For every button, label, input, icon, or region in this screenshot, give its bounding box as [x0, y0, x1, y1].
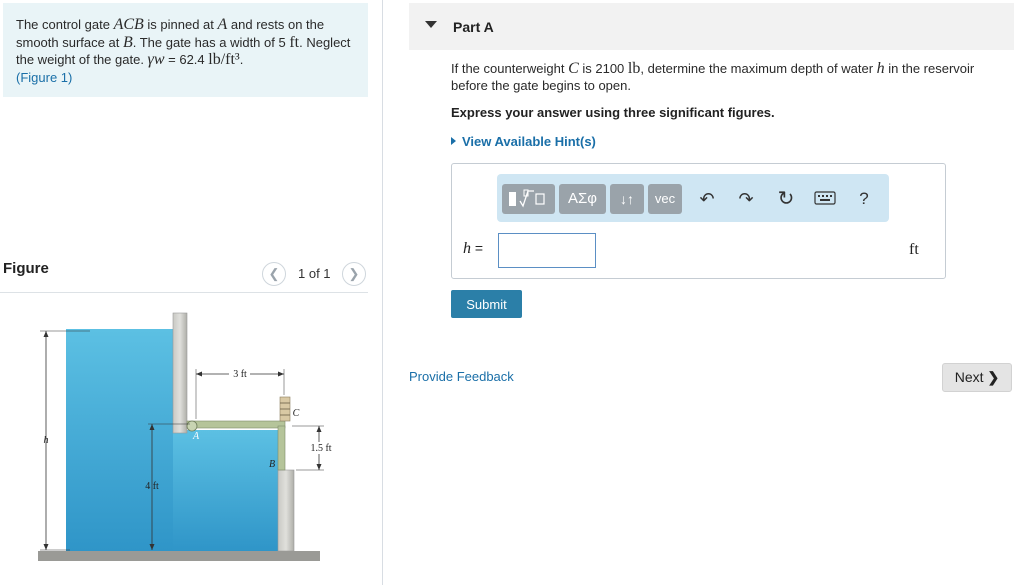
gate-diagram	[0, 293, 368, 585]
chevron-left-icon: ❮	[268, 266, 280, 281]
next-label: Next	[954, 369, 984, 385]
question-part: in the reservoir before the gate begins to open.	[451, 61, 975, 93]
question-part: , determine the maximum depth of water	[640, 61, 877, 76]
pin-a	[187, 421, 197, 431]
problem-text: .	[239, 52, 244, 67]
part-title: Part A	[453, 19, 494, 35]
answer-unit: ft	[909, 241, 919, 258]
point-c-label: C	[292, 408, 300, 419]
hints-label: View Available Hint(s)	[462, 134, 596, 149]
answer-panel	[451, 163, 946, 279]
question-text	[451, 60, 1011, 94]
figure-link[interactable]: (Figure 1)	[16, 69, 73, 85]
depth-symbol: h	[876, 60, 885, 77]
view-hints-link[interactable]	[451, 134, 596, 149]
keyboard-icon[interactable]	[812, 186, 838, 212]
gate-arm	[187, 421, 285, 428]
chevron-right-icon: ❯	[987, 369, 1000, 385]
prev-figure-button[interactable]	[262, 262, 286, 286]
reservoir-water	[66, 329, 173, 551]
greek-symbols-button[interactable]: ΑΣφ	[559, 184, 606, 214]
reset-icon[interactable]: ↻	[777, 188, 795, 210]
problem-text: and rests on the smooth surface at	[16, 17, 325, 50]
ground	[38, 551, 320, 561]
templates-icon	[502, 184, 555, 214]
caret-down-icon	[425, 21, 437, 28]
equals-sign: =	[471, 240, 484, 256]
weight-unit: lb	[627, 60, 641, 77]
chevron-right-icon: ❯	[348, 266, 360, 281]
undo-icon[interactable]: ↶	[699, 189, 715, 209]
submit-button[interactable]: Submit	[451, 290, 522, 318]
point-a-label: A	[192, 431, 200, 442]
question-part: If the counterweight	[451, 61, 569, 76]
next-button[interactable]	[942, 363, 1012, 392]
caret-right-icon	[451, 137, 456, 145]
gate-leg	[278, 426, 285, 470]
left-column	[0, 0, 383, 585]
surface-symbol: B	[122, 33, 133, 51]
vector-button[interactable]: vec	[648, 184, 682, 214]
help-button[interactable]: ?	[859, 189, 869, 208]
question-part: is 2100	[578, 61, 628, 76]
gamma-symbol: γw	[147, 51, 165, 68]
pin-symbol: A	[217, 16, 228, 33]
provide-feedback-link[interactable]: Provide Feedback	[409, 369, 514, 384]
part-header[interactable]	[409, 3, 1014, 50]
answer-instruction: Express your answer using three significant figures.	[451, 105, 775, 120]
sub-superscript-button[interactable]: ↓↑	[610, 184, 644, 214]
height-label: 1.5 ft	[310, 443, 332, 454]
width-unit: ft	[289, 33, 300, 51]
concrete-wall	[173, 313, 187, 433]
figure-count: 1 of 1	[298, 266, 331, 281]
problem-text: The control gate	[16, 17, 114, 32]
width-label: 3 ft	[233, 369, 247, 380]
redo-icon[interactable]: ↷	[738, 189, 754, 209]
figure-heading: Figure	[3, 260, 49, 277]
math-toolbar	[497, 174, 889, 222]
problem-text: is pinned at	[143, 17, 218, 32]
h-label: h	[43, 435, 49, 446]
figure-pager	[262, 262, 370, 286]
gate-symbol: ACB	[113, 16, 144, 33]
answer-var: h	[463, 240, 471, 257]
next-figure-button[interactable]	[342, 262, 366, 286]
gamma-unit: lb/ft³	[208, 51, 240, 68]
answer-input[interactable]	[498, 233, 596, 268]
problem-text: . The gate has a width of 5	[132, 34, 290, 50]
problem-text: . Neglect the weight of the gate.	[16, 34, 351, 67]
support-block	[278, 470, 294, 551]
problem-statement	[3, 3, 368, 97]
point-b-label: B	[268, 459, 276, 470]
answer-variable-label	[463, 240, 483, 258]
templates-button[interactable]	[502, 184, 555, 214]
gate-water	[173, 430, 278, 551]
counterweight-symbol: C	[568, 60, 579, 77]
problem-text: = 62.4	[164, 52, 209, 67]
depth-label: 4 ft	[145, 481, 159, 492]
